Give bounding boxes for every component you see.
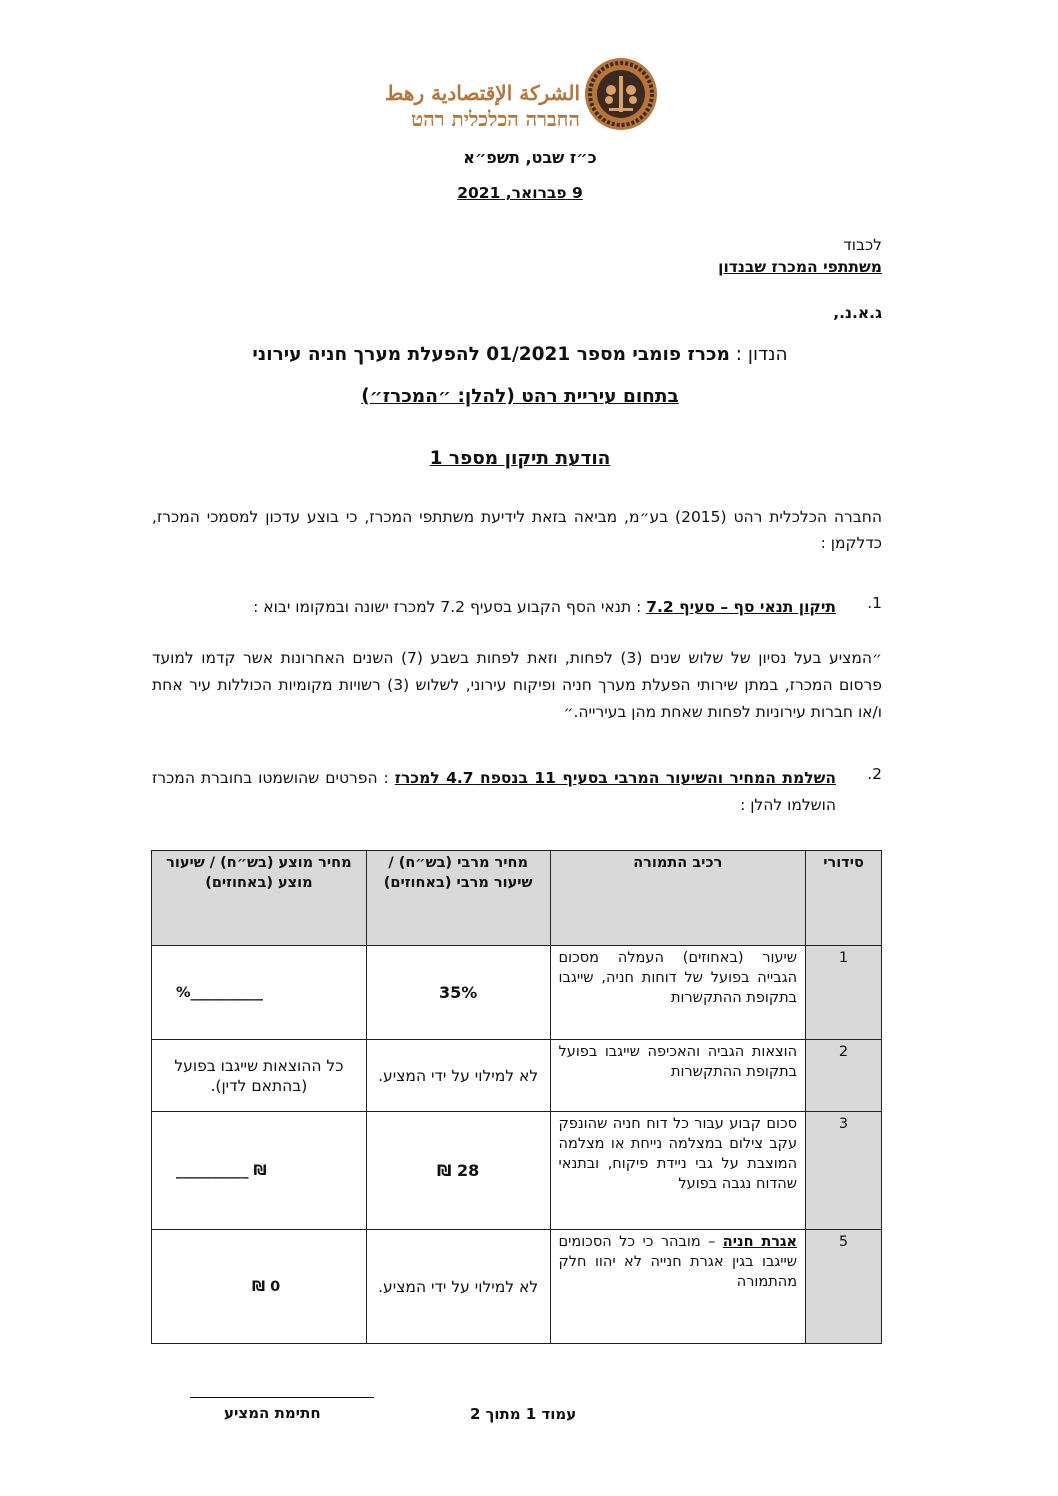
item-2-number: 2. <box>867 765 882 783</box>
cell-component <box>550 1230 806 1344</box>
cell-serial: 3 <box>806 1112 882 1230</box>
header-max-price: מחיר מרבי (בש״ח) / שיעור מרבי (באחוזים) <box>366 851 550 946</box>
cell-serial: 2 <box>806 1040 882 1112</box>
subject-prefix: הנדון : <box>729 344 788 365</box>
subject-title: מכרז פומבי מספר 01/2021 להפעלת מערך חניה עירוני <box>252 344 730 365</box>
logo-arabic-name: الشركة الإقتصادية رهط <box>384 81 580 105</box>
cell-offered: כל ההוצאות שייגבו בפועל (בהתאם לדין). <box>152 1040 367 1112</box>
header-component: רכיב התמורה <box>550 851 806 946</box>
item-2-text: : הפרטים שהושמטו בחוברת המכרז הושלמו להלן : <box>152 769 836 814</box>
item-1 <box>176 594 836 620</box>
cell-offered: ₪ __________ <box>152 1112 367 1230</box>
table-row <box>152 1040 882 1112</box>
recipient-to: לכבוד <box>843 236 882 254</box>
item-1-heading: תיקון תנאי סף – סעיף 7.2 <box>646 598 836 616</box>
cell-offered: 0 ₪ <box>152 1230 367 1344</box>
subject-subtitle: בתחום עיריית רהט (להלן: ״המכרז״) <box>361 386 679 407</box>
logo-emblem <box>583 56 659 132</box>
cell-max: לא למילוי על ידי המציע. <box>366 1230 550 1344</box>
recipient-name: משתתפי המכרז שבנדון <box>718 258 882 276</box>
cell-component: שיעור (באחוזים) העמלה מסכום הגבייה בפועל של דוחות חניה, שייגבו בתקופת ההתקשרות <box>550 946 806 1040</box>
logo-text <box>385 80 580 132</box>
logo-hebrew-name: החברה הכלכלית רהט <box>411 107 580 131</box>
table-header-row <box>152 851 882 946</box>
item-2-heading: השלמת המחיר והשיעור המרבי בסעיף 11 בנספח 4.7 למכרז <box>394 769 836 787</box>
item-1-quote: ״המציע בעל נסיון של שלוש שנים (3) לפחות, וזאת לפחות בשבע (7) השנים האחרונות אשר קדמו למועד פרסום המכרז, במתן שירותי הפעלת מערך חניה ופיקוח עירוני, לשלוש (3) רשויות מקומיות הכוללות עיר אחת ו/או חברות עירוניות לפחות שאחת מהן בעירייה.״ <box>152 649 883 721</box>
table-row <box>152 946 882 1040</box>
page-number: עמוד 1 מתוך 2 <box>470 1405 577 1423</box>
greeting: ג.א.נ., <box>833 304 882 322</box>
table-row <box>152 1112 882 1230</box>
cell-component-bold: אגרת חניה <box>722 1234 798 1250</box>
signature-line <box>190 1397 374 1398</box>
cell-max: 35% <box>366 946 550 1040</box>
subject-line <box>150 344 890 365</box>
notice-title: הודעת תיקון מספר 1 <box>429 448 611 469</box>
signature-label: חתימת המציע <box>224 1404 321 1422</box>
intro-paragraph: החברה הכלכלית רהט (2015) בע״מ, מביאה בזאת לידיעת משתתפי המכרז, כי בוצע עדכון למסמכי המכרז, כדלקמן : <box>152 508 882 552</box>
item-1-number: 1. <box>867 594 882 612</box>
cell-serial: 1 <box>806 946 882 1040</box>
cell-component: סכום קבוע עבור כל דוח חניה שהונפק עקב צילום במצלמה נייחת או מצלמה המוצבת על גבי ניידת פיקוח, ובתנאי שהדוח נגבה בפועל <box>550 1112 806 1230</box>
cell-component: הוצאות הגביה והאכיפה שייגבו בפועל בתקופת ההתקשרות <box>550 1040 806 1112</box>
pricing-table <box>151 850 882 1344</box>
date-gregorian: 9 פברואר, 2021 <box>457 184 583 202</box>
cell-serial: 5 <box>806 1230 882 1344</box>
header-offered-price: מחיר מוצע (בש״ח) / שיעור מוצע (באחוזים) <box>152 851 367 946</box>
date-hebrew: כ״ז שבט, תשפ״א <box>463 148 597 167</box>
cell-offered: __________% <box>152 946 367 1040</box>
cell-max: 28 ₪ <box>366 1112 550 1230</box>
item-2 <box>152 765 836 819</box>
cell-max: לא למילוי על ידי המציע. <box>366 1040 550 1112</box>
item-1-text: : תנאי הסף הקבוע בסעיף 7.2 למכרז ישונה ובמקומו יבוא : <box>253 598 647 616</box>
header-serial: סידורי <box>806 851 882 946</box>
table-row <box>152 1230 882 1344</box>
cell-component-text: – מובהר כי כל הסכומים שייגבו בגין אגרת חנייה לא יהוו חלק מהתמורה <box>558 1234 798 1290</box>
